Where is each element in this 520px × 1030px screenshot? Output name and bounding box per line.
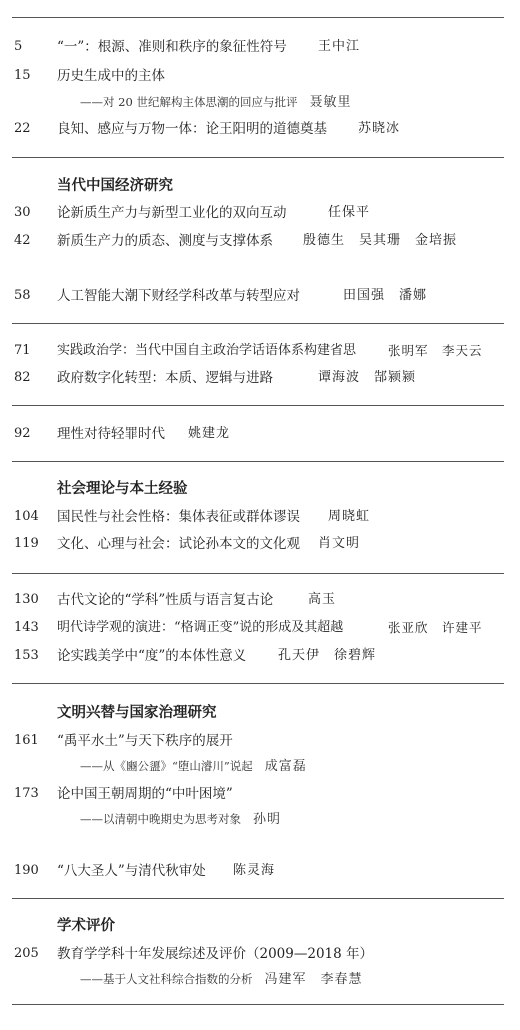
article-title: 教育学学科十年发展综述及评价（2009—2018 年） [57,946,374,962]
article-title: 人工智能大潮下财经学科改革与转型应对 [57,288,300,304]
article-subtitle: ——以清朝中晚期史为思考对象 孙明 [80,812,282,827]
toc-entry[interactable] [0,367,520,389]
divider [12,323,504,324]
article-author: 谭海波 郜颍颍 [318,370,417,385]
article-author: 高玉 [308,592,337,607]
toc-entry[interactable] [0,506,520,528]
divider [12,17,504,18]
article-author: 孔天伊 徐碧辉 [278,648,377,663]
page-number: 104 [14,509,39,524]
page-number: 82 [14,370,31,385]
article-subtitle: ——对 20 世纪解构主体思潮的回应与批评 聂敏里 [80,95,352,110]
article-title: “一”：根源、准则和秩序的象征性符号 [57,39,287,55]
toc-entry[interactable] [0,202,520,224]
article-title: 论新质生产力与新型工业化的双向互动 [57,205,287,221]
toc-subtitle-row [0,91,520,113]
page-number: 5 [14,39,23,54]
divider [12,683,504,684]
article-title: 古代文论的“学科”性质与语言复古论 [57,592,274,608]
article-author: 任保平 [328,205,371,220]
article-title: “禹平水土”与天下秩序的展开 [57,733,233,749]
article-author: 田国强 潘娜 [343,288,428,303]
page-number: 15 [14,68,31,83]
article-title: 实践政治学：当代中国自主政治学话语体系构建省思 [57,343,357,358]
article-title: 理性对待轻罪时代 [57,426,165,442]
article-title: 良知、感应与万物一体：论王阳明的道德奠基 [57,121,327,137]
page-number: 58 [14,288,31,303]
page-number: 30 [14,205,31,220]
page-number: 71 [14,343,31,358]
divider [12,1004,504,1005]
toc-entry[interactable] [0,118,520,140]
toc-subtitle-row [0,968,520,990]
toc-entry[interactable] [0,65,520,87]
divider [12,157,504,158]
article-author: 周晓虹 [328,509,371,524]
toc-entry[interactable] [0,730,520,752]
divider [12,898,504,899]
divider [12,573,504,574]
article-author: 姚建龙 [188,426,231,441]
article-title: “八大圣人”与清代秋审处 [57,863,206,879]
page-number: 173 [14,786,39,801]
article-author: 聂敏里 [309,95,352,110]
article-subtitle: ——从《豳公盨》“堕山濬川”说起 成富磊 [80,759,307,774]
toc-entry[interactable] [0,423,520,445]
toc-entry[interactable] [0,36,520,58]
toc-entry[interactable] [0,645,520,667]
page-number: 161 [14,733,39,748]
article-title: 新质生产力的质态、测度与支撑体系 [57,233,273,249]
toc-entry[interactable] [0,860,520,882]
page-number: 205 [14,946,39,961]
article-subtitle: ——基于人文社科综合指数的分析 冯建军 李春慧 [80,972,363,987]
article-author: 苏晓冰 [358,121,401,136]
section-heading: 文明兴替与国家治理研究 [57,705,217,721]
page-number: 130 [14,592,39,607]
article-author: 张亚欣 许建平 [388,620,483,635]
article-author: 孙明 [253,812,282,827]
article-title: 国民性与社会性格：集体表征或群体谬误 [57,509,300,525]
article-title: 政府数字化转型：本质、逻辑与进路 [57,370,273,386]
toc-entry[interactable] [0,230,520,252]
toc-entry[interactable] [0,340,520,362]
toc-subtitle-row [0,808,520,830]
article-author: 成富磊 [264,759,307,774]
toc-entry[interactable] [0,589,520,611]
page-number: 42 [14,233,31,248]
article-author: 殷德生 吴其珊 金培振 [303,233,458,248]
toc-entry[interactable] [0,783,520,805]
divider [12,405,504,406]
article-title: 论实践美学中“度”的本体性意义 [57,648,247,664]
page-number: 119 [14,536,39,551]
article-author: 王中江 [318,39,361,54]
toc-subtitle-row [0,755,520,777]
article-author: 肖文明 [318,536,361,551]
article-author: 张明军 李天云 [388,343,483,358]
article-title: 文化、心理与社会：试论孙本文的文化观 [57,536,300,552]
article-author: 陈灵海 [233,863,276,878]
article-title: 明代诗学观的演进：“格调正变”说的形成及其超越 [57,620,344,635]
article-author: 冯建军 李春慧 [264,972,363,987]
section-heading: 当代中国经济研究 [57,178,173,194]
toc-entry[interactable] [0,533,520,555]
section-heading: 社会理论与本土经验 [57,481,188,497]
section-heading: 学术评价 [57,918,115,934]
toc-entry[interactable] [0,943,520,965]
page-number: 92 [14,426,31,441]
article-title: 历史生成中的主体 [57,68,165,84]
page-number: 22 [14,121,31,136]
page-number: 190 [14,863,39,878]
page-number: 153 [14,648,39,663]
divider [12,461,504,462]
toc-entry[interactable] [0,617,520,639]
page-number: 143 [14,620,39,635]
article-title: 论中国王朝周期的“中叶困境” [57,786,233,802]
toc-entry[interactable] [0,285,520,307]
